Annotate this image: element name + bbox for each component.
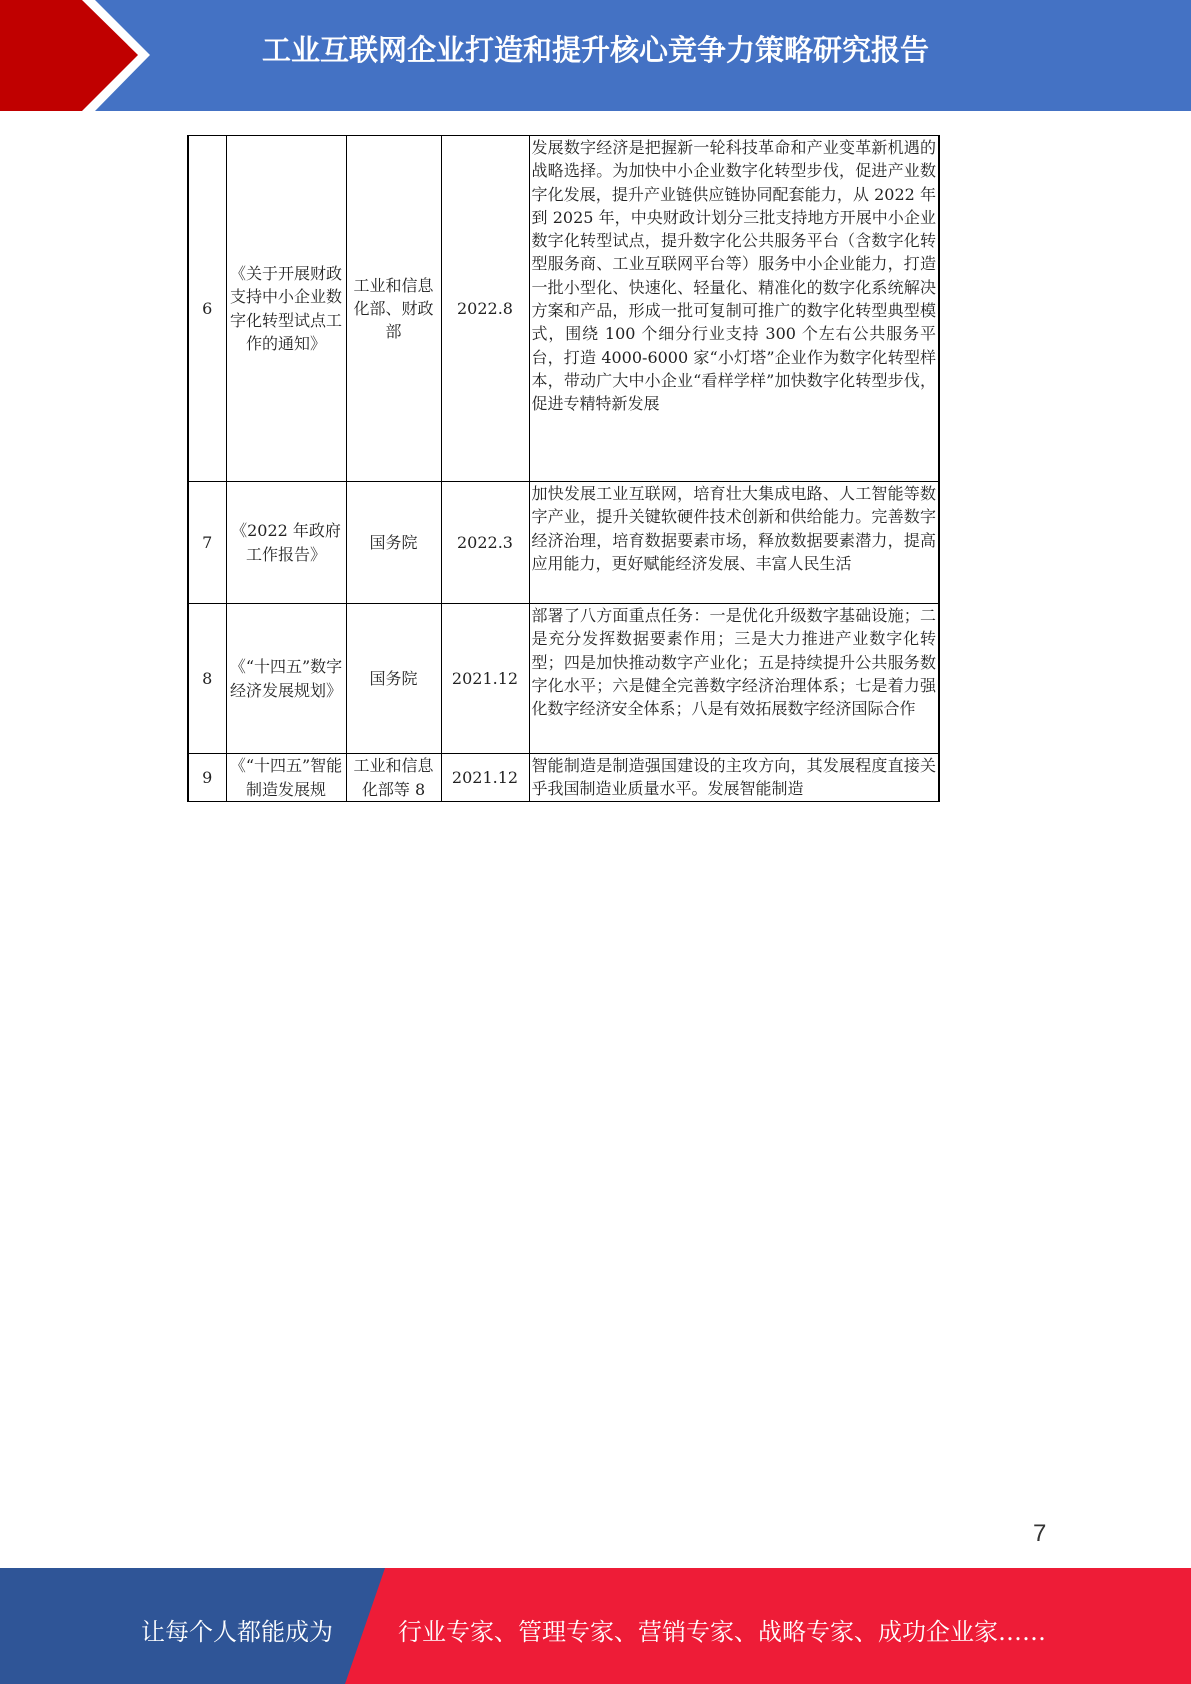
policy-name: 《“十四五”智能制造发展规 bbox=[226, 754, 346, 802]
policy-description: 部署了八方面重点任务：一是优化升级数字基础设施；二是充分发挥数据要素作用；三是大力推进产业数字化转型；四是加快推动数字产业化；五是持续提升公共服务数字化水平；六是健全完善数字经济治理体系；七是着力强化数字经济安全体系；八是有效拓展数字经济国际合作 bbox=[529, 604, 939, 754]
row-number: 7 bbox=[188, 482, 226, 604]
policy-description: 加快发展工业互联网，培育壮大集成电路、人工智能等数字产业，提升关键软硬件技术创新和供给能力。完善数字经济治理，培育数据要素市场，释放数据要素潜力，提高应用能力，更好赋能经济发展、丰富人民生活 bbox=[529, 482, 939, 604]
row-number: 9 bbox=[188, 754, 226, 802]
row-number: 6 bbox=[188, 136, 226, 482]
table-row bbox=[188, 604, 939, 754]
policy-description: 智能制造是制造强国建设的主攻方向，其发展程度直接关乎我国制造业质量水平。发展智能制造 bbox=[529, 754, 939, 802]
issuing-department: 国务院 bbox=[346, 482, 441, 604]
footer-slogan-right: 行业专家、管理专家、营销专家、战略专家、成功企业家…… bbox=[398, 1618, 1046, 1646]
policy-name: 《2022 年政府工作报告》 bbox=[226, 482, 346, 604]
policy-table bbox=[187, 135, 940, 802]
issue-date: 2022.8 bbox=[441, 136, 529, 482]
policy-name: 《“十四五”数字经济发展规划》 bbox=[226, 604, 346, 754]
issue-date: 2021.12 bbox=[441, 754, 529, 802]
issuing-department: 工业和信息化部等 8 bbox=[346, 754, 441, 802]
row-number: 8 bbox=[188, 604, 226, 754]
page-footer bbox=[0, 1568, 1191, 1684]
table-row bbox=[188, 136, 939, 482]
footer-slogan-left: 让每个人都能成为 bbox=[141, 1618, 333, 1646]
page-header bbox=[0, 0, 1191, 111]
page-number: 7 bbox=[1033, 1520, 1047, 1547]
table-row bbox=[188, 482, 939, 604]
issuing-department: 国务院 bbox=[346, 604, 441, 754]
document-title: 工业互联网企业打造和提升核心竞争力策略研究报告 bbox=[262, 33, 930, 67]
table-row bbox=[188, 754, 939, 802]
policy-name: 《关于开展财政支持中小企业数字化转型试点工作的通知》 bbox=[226, 136, 346, 482]
issue-date: 2021.12 bbox=[441, 604, 529, 754]
policy-description: 发展数字经济是把握新一轮科技革命和产业变革新机遇的战略选择。为加快中小企业数字化转型步伐，促进产业数字化发展，提升产业链供应链协同配套能力，从 2022 年到 2025 年，中央财政计划分三批支持地方开展中小企业数字化转型试点，提升数字化公共服务平台（含数字化转型服务商、工业互联网平台等）服务中小企业能力，打造一批小型化、快速化、轻量化、精准化的数字化系统解决方案和产品，形成一批可复制可推广的数字化转型典型模式，围绕 100 个细分行业支持 300 个左右公共服务平台，打造 4000-6000 家“小灯塔”企业作为数字化转型样本，带动广大中小企业“看样学样”加快数字化转型步伐，促进专精特新发展 bbox=[529, 136, 939, 482]
issue-date: 2022.3 bbox=[441, 482, 529, 604]
issuing-department: 工业和信息化部、财政部 bbox=[346, 136, 441, 482]
